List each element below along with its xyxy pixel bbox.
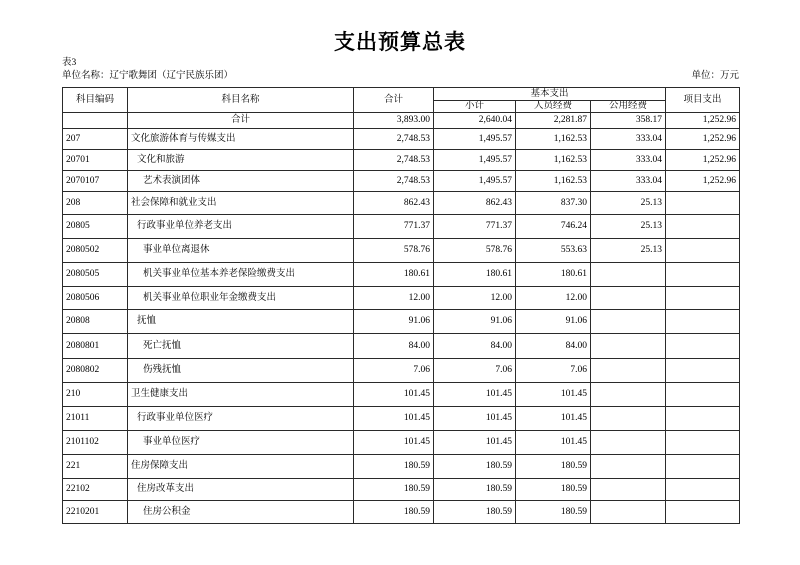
col-header-total: 合计: [354, 88, 434, 113]
col-header-code: 科目编码: [63, 88, 128, 113]
project-expenditure-cell: [666, 334, 740, 359]
col-header-subtotal: 小计: [434, 101, 516, 113]
total-cell: 862.43: [354, 192, 434, 215]
basic-subtotal-cell: 1,495.57: [434, 129, 516, 150]
subject-code-cell: 2080802: [63, 359, 128, 383]
project-expenditure-cell: 1,252.96: [666, 150, 740, 171]
project-expenditure-cell: [666, 239, 740, 263]
table-row: [63, 431, 740, 455]
project-expenditure-cell: [666, 501, 740, 524]
col-header-name: 科目名称: [128, 88, 354, 113]
page-title: 支出预算总表: [334, 30, 466, 54]
table-row: [63, 359, 740, 383]
basic-subtotal-cell: 771.37: [434, 215, 516, 239]
public-funds-cell: [591, 501, 666, 524]
public-funds-cell: [591, 455, 666, 479]
basic-subtotal-cell: 180.59: [434, 501, 516, 524]
subject-code-cell: 21011: [63, 407, 128, 431]
budget-table: [62, 87, 740, 524]
col-header-personnel: 人员经费: [516, 101, 591, 113]
subject-name-cell: 合计: [128, 113, 354, 129]
personnel-funds-cell: 180.61: [516, 263, 591, 287]
basic-subtotal-cell: 101.45: [434, 383, 516, 407]
table-row: [63, 113, 740, 129]
table-row: [63, 383, 740, 407]
subject-name-cell: 机关事业单位职业年金缴费支出: [128, 287, 354, 310]
personnel-funds-cell: 1,162.53: [516, 171, 591, 192]
public-funds-cell: [591, 263, 666, 287]
total-cell: 3,893.00: [354, 113, 434, 129]
personnel-funds-cell: 91.06: [516, 310, 591, 334]
subject-code-cell: [63, 113, 128, 129]
subject-name-cell: 行政事业单位养老支出: [128, 215, 354, 239]
table-row: [63, 150, 740, 171]
subject-name-cell: 住房保障支出: [128, 455, 354, 479]
subject-name-cell: 文化旅游体育与传媒支出: [128, 129, 354, 150]
col-header-basic: 基本支出: [434, 88, 666, 101]
project-expenditure-cell: [666, 407, 740, 431]
subject-code-cell: 2101102: [63, 431, 128, 455]
table-row: [63, 129, 740, 150]
public-funds-cell: 25.13: [591, 239, 666, 263]
subject-name-cell: 文化和旅游: [128, 150, 354, 171]
personnel-funds-cell: 746.24: [516, 215, 591, 239]
project-expenditure-cell: [666, 287, 740, 310]
subject-name-cell: 事业单位医疗: [128, 431, 354, 455]
subject-code-cell: 221: [63, 455, 128, 479]
project-expenditure-cell: 1,252.96: [666, 129, 740, 150]
project-expenditure-cell: 1,252.96: [666, 171, 740, 192]
basic-subtotal-cell: 101.45: [434, 431, 516, 455]
subject-name-cell: 社会保障和就业支出: [128, 192, 354, 215]
personnel-funds-cell: 12.00: [516, 287, 591, 310]
public-funds-cell: [591, 287, 666, 310]
total-cell: 7.06: [354, 359, 434, 383]
col-header-public: 公用经费: [591, 101, 666, 113]
public-funds-cell: 358.17: [591, 113, 666, 129]
public-funds-cell: 333.04: [591, 129, 666, 150]
public-funds-cell: [591, 431, 666, 455]
basic-subtotal-cell: 7.06: [434, 359, 516, 383]
total-cell: 2,748.53: [354, 150, 434, 171]
total-cell: 2,748.53: [354, 171, 434, 192]
basic-subtotal-cell: 1,495.57: [434, 171, 516, 192]
subject-code-cell: 2070107: [63, 171, 128, 192]
table-row: [63, 334, 740, 359]
subject-code-cell: 20808: [63, 310, 128, 334]
subject-name-cell: 艺术表演团体: [128, 171, 354, 192]
basic-subtotal-cell: 578.76: [434, 239, 516, 263]
personnel-funds-cell: 101.45: [516, 431, 591, 455]
total-cell: 180.59: [354, 501, 434, 524]
basic-subtotal-cell: 180.61: [434, 263, 516, 287]
public-funds-cell: [591, 383, 666, 407]
total-cell: 101.45: [354, 431, 434, 455]
subject-name-cell: 住房改革支出: [128, 479, 354, 501]
total-cell: 12.00: [354, 287, 434, 310]
project-expenditure-cell: [666, 310, 740, 334]
subject-code-cell: 22102: [63, 479, 128, 501]
public-funds-cell: 25.13: [591, 215, 666, 239]
basic-subtotal-cell: 2,640.04: [434, 113, 516, 129]
subject-name-cell: 事业单位离退休: [128, 239, 354, 263]
subject-code-cell: 20701: [63, 150, 128, 171]
total-cell: 101.45: [354, 407, 434, 431]
subject-name-cell: 死亡抚恤: [128, 334, 354, 359]
subject-code-cell: 210: [63, 383, 128, 407]
total-cell: 180.59: [354, 455, 434, 479]
personnel-funds-cell: 1,162.53: [516, 129, 591, 150]
table-row: [63, 263, 740, 287]
subject-code-cell: 20805: [63, 215, 128, 239]
project-expenditure-cell: [666, 215, 740, 239]
table-row: [63, 455, 740, 479]
public-funds-cell: 25.13: [591, 192, 666, 215]
total-cell: 101.45: [354, 383, 434, 407]
public-funds-cell: [591, 407, 666, 431]
public-funds-cell: [591, 359, 666, 383]
personnel-funds-cell: 7.06: [516, 359, 591, 383]
unit-of-measure: 单位：万元: [691, 71, 739, 81]
basic-subtotal-cell: 84.00: [434, 334, 516, 359]
subject-code-cell: 2080506: [63, 287, 128, 310]
table-row: [63, 215, 740, 239]
public-funds-cell: [591, 310, 666, 334]
personnel-funds-cell: 2,281.87: [516, 113, 591, 129]
project-expenditure-cell: [666, 455, 740, 479]
table-row: [63, 479, 740, 501]
table-row: [63, 501, 740, 524]
total-cell: 84.00: [354, 334, 434, 359]
basic-subtotal-cell: 180.59: [434, 479, 516, 501]
personnel-funds-cell: 180.59: [516, 455, 591, 479]
personnel-funds-cell: 837.30: [516, 192, 591, 215]
total-cell: 91.06: [354, 310, 434, 334]
basic-subtotal-cell: 1,495.57: [434, 150, 516, 171]
total-cell: 771.37: [354, 215, 434, 239]
table-number: 表3: [62, 58, 77, 68]
basic-subtotal-cell: 101.45: [434, 407, 516, 431]
table-meta: [62, 57, 739, 83]
subject-code-cell: 2080801: [63, 334, 128, 359]
project-expenditure-cell: [666, 192, 740, 215]
total-cell: 2,748.53: [354, 129, 434, 150]
total-cell: 180.61: [354, 263, 434, 287]
subject-code-cell: 2210201: [63, 501, 128, 524]
table-row: [63, 407, 740, 431]
table-row: [63, 310, 740, 334]
public-funds-cell: 333.04: [591, 150, 666, 171]
total-cell: 180.59: [354, 479, 434, 501]
subject-name-cell: 住房公积金: [128, 501, 354, 524]
project-expenditure-cell: [666, 479, 740, 501]
public-funds-cell: [591, 334, 666, 359]
table-body: [63, 113, 740, 524]
personnel-funds-cell: 180.59: [516, 479, 591, 501]
personnel-funds-cell: 101.45: [516, 407, 591, 431]
header-row-1: [63, 88, 740, 101]
personnel-funds-cell: 553.63: [516, 239, 591, 263]
subject-code-cell: 207: [63, 129, 128, 150]
subject-name-cell: 伤残抚恤: [128, 359, 354, 383]
subject-name-cell: 卫生健康支出: [128, 383, 354, 407]
subject-code-cell: 208: [63, 192, 128, 215]
basic-subtotal-cell: 180.59: [434, 455, 516, 479]
subject-name-cell: 机关事业单位基本养老保险缴费支出: [128, 263, 354, 287]
public-funds-cell: 333.04: [591, 171, 666, 192]
project-expenditure-cell: [666, 431, 740, 455]
subject-name-cell: 行政事业单位医疗: [128, 407, 354, 431]
basic-subtotal-cell: 12.00: [434, 287, 516, 310]
subject-code-cell: 2080505: [63, 263, 128, 287]
subject-name-cell: 抚恤: [128, 310, 354, 334]
personnel-funds-cell: 84.00: [516, 334, 591, 359]
table-row: [63, 287, 740, 310]
project-expenditure-cell: [666, 359, 740, 383]
basic-subtotal-cell: 862.43: [434, 192, 516, 215]
total-cell: 578.76: [354, 239, 434, 263]
table-row: [63, 239, 740, 263]
subject-code-cell: 2080502: [63, 239, 128, 263]
personnel-funds-cell: 180.59: [516, 501, 591, 524]
public-funds-cell: [591, 479, 666, 501]
unit-name: 单位名称：辽宁歌舞团（辽宁民族乐团）: [62, 71, 234, 81]
table-row: [63, 171, 740, 192]
project-expenditure-cell: [666, 383, 740, 407]
project-expenditure-cell: [666, 263, 740, 287]
table-row: [63, 192, 740, 215]
personnel-funds-cell: 101.45: [516, 383, 591, 407]
col-header-project: 项目支出: [666, 88, 740, 113]
basic-subtotal-cell: 91.06: [434, 310, 516, 334]
personnel-funds-cell: 1,162.53: [516, 150, 591, 171]
project-expenditure-cell: 1,252.96: [666, 113, 740, 129]
